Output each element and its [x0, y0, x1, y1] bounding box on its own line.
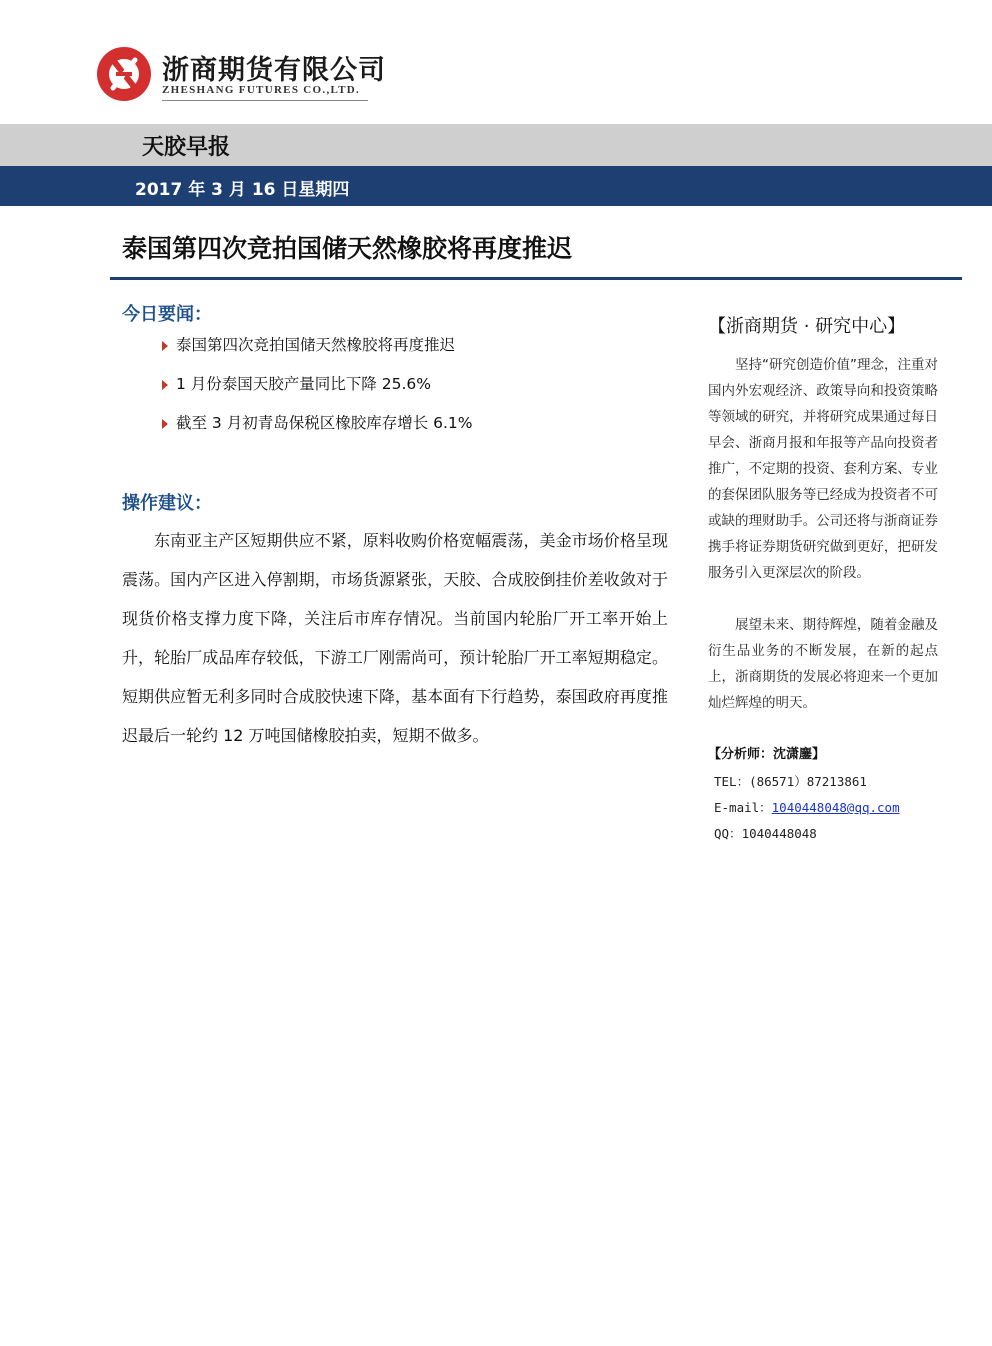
list-item	[162, 412, 473, 451]
analyst-qq	[714, 824, 817, 842]
logo-divider	[162, 100, 368, 101]
page-title: 泰国第四次竞拍国储天然橡胶将再度推迟	[122, 234, 573, 263]
news-item-text: 截至 3 月初青岛保税区橡胶库存增长 6.1%	[176, 414, 473, 432]
triangle-bullet-icon	[162, 341, 168, 351]
phone-label: TEL：	[714, 774, 750, 789]
news-item-text: 泰国第四次竞拍国储天然橡胶将再度推迟	[176, 336, 456, 354]
sidebar-outlook-paragraph: 展望未来、期待辉煌，随着金融及衍生品业务的不断发展，在新的起点上，浙商期货的发展必将迎来一个更加灿烂辉煌的明天。	[708, 617, 938, 711]
list-item	[162, 334, 473, 373]
list-item	[162, 373, 473, 412]
report-date: 2017 年 3 月 16 日星期四	[135, 180, 350, 200]
advice-paragraph: 东南亚主产区短期供应不紧，原料收购价格宽幅震荡，美金市场价格呈现震荡。国内产区进入停割期，市场货源紧张，天胶、合成胶倒挂价差收敛对于现货价格支撑力度下降，关注后市库存情况。当前国内轮胎厂开工率开始上升，轮胎厂成品库存较低，下游工厂刚需尚可，预计轮胎厂开工率短期稳定。短期供应暂无利多同时合成胶快速下降，基本面有下行趋势，泰国政府再度推迟最后一轮约 12 万吨国储橡胶拍卖，短期不做多。	[122, 531, 668, 745]
email-link[interactable]: 1040448048@qq.com	[771, 800, 900, 815]
news-item-text: 1 月份泰国天胶产量同比下降 25.6%	[176, 375, 431, 393]
triangle-bullet-icon	[162, 419, 168, 429]
company-name-en: ZHESHANG FUTURES CO.,LTD.	[162, 84, 361, 96]
advice-heading: 操作建议：	[122, 493, 212, 514]
qq-value: 1040448048	[741, 826, 817, 841]
title-divider	[110, 277, 962, 280]
analyst-phone	[714, 772, 867, 790]
triangle-bullet-icon	[162, 380, 168, 390]
company-logo	[96, 46, 386, 108]
email-label: E-mail：	[714, 800, 772, 815]
company-logo-icon	[96, 46, 152, 102]
company-name-cn: 浙商期货有限公司	[162, 55, 386, 86]
report-type: 天胶早报	[142, 135, 231, 160]
phone-value: (86571）87213861	[749, 774, 867, 789]
qq-label: QQ：	[714, 826, 742, 841]
sidebar-title: 【浙商期货 · 研究中心】	[708, 316, 906, 337]
news-heading: 今日要闻：	[122, 304, 212, 325]
sidebar-intro-paragraph: 坚持“研究创造价值”理念，注重对国内外宏观经济、政策导向和投资策略等领域的研究，并将研究成果通过每日早会、浙商月报和年报等产品向投资者推广，不定期的投资、套利方案、专业的套保团队服务等已经成为投资者不可或缺的理财助手。公司还将与浙商证券携手将证券期货研究做到更好，把研发服务引入更深层次的阶段。	[708, 357, 938, 581]
analyst-heading: 【分析师：沈潇鏖】	[708, 747, 826, 762]
analyst-email	[714, 798, 900, 816]
news-list	[162, 334, 473, 451]
